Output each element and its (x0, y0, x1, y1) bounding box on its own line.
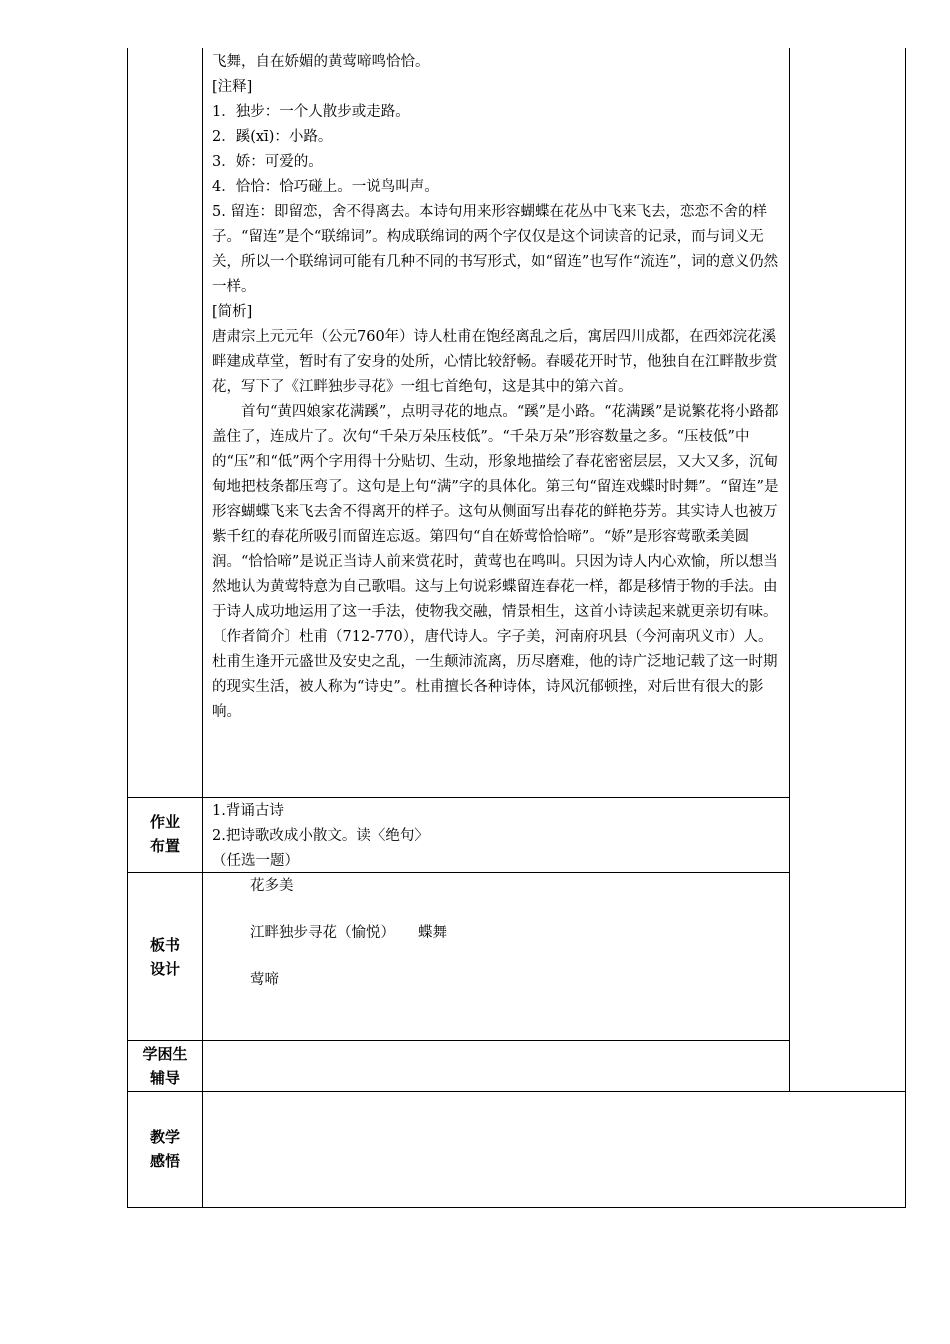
homework-item-3: （任选一题） (212, 853, 299, 869)
homework-content (212, 799, 782, 874)
note-4: 4．恰恰：恰巧碰上。一说鸟叫声。 (212, 179, 439, 195)
board-label: 板书 设计 (149, 936, 180, 978)
analysis-paragraph-1: 唐肃宗上元元年（公元760年）诗人杜甫在饱经离乱之后，寓居四川成都，在西郊浣花溪畔建成草堂，暂时有了安身的处所，心情比较舒畅。春暖花开时节，他独自在江畔散步赏花，写下了《江畔独步寻花》一组七首绝句，这是其中的第六首。 (212, 329, 778, 395)
row-divider-homework (127, 797, 790, 798)
notes-title: [注释] (212, 79, 253, 95)
poem-tail: 飞舞，自在娇媚的黄莺啼鸣恰恰。 (212, 54, 430, 70)
author-intro: 〔作者简介〕杜甫（712-770），唐代诗人。字子美，河南府巩县（今河南巩义市）人。杜甫生逢开元盛世及安史之乱，一生颠沛流离，历尽磨难，他的诗广泛地记载了这一时期的现实生活，被人称为“诗史”。杜甫擅长各种诗体，诗风沉郁顿挫，对后世有很大的影响。 (212, 629, 778, 720)
board-line-3: 莺啼 (250, 972, 279, 988)
table-border-left (127, 48, 128, 1208)
lesson-content (212, 50, 782, 725)
tutoring-content-cell[interactable] (203, 1041, 789, 1090)
board-title: 江畔独步寻花（愉悦） (250, 925, 395, 941)
note-5: 5. 留连：即留恋，舍不得离去。本诗句用来形容蝴蝶在花丛中飞来飞去，恋恋不舍的样子。“留连”是个“联绵词”。构成联绵词的两个字仅仅是这个词读音的记录，而与词义无关，所以一个联绵词可能有几种不同的书写形式，如“留连”也写作“流连”，词的意义仍然一样。 (212, 204, 779, 295)
label-column-divider (202, 48, 203, 1208)
note-1: 1．独步：一个人散步或走路。 (212, 104, 410, 120)
table-border-right-upper (905, 48, 906, 1091)
note-3: 3．娇：可爱的。 (212, 154, 323, 170)
reflection-content-cell[interactable] (203, 1092, 905, 1207)
content-column-divider (789, 48, 790, 1091)
table-border-right-lower (905, 1091, 906, 1208)
homework-item-2: 2.把诗歌改成小散文。读〈绝句〉 (212, 828, 429, 844)
tutoring-label: 学困生 辅导 (142, 1045, 188, 1087)
board-butterfly: 蝶舞 (418, 925, 448, 941)
homework-item-1: 1.背诵古诗 (212, 803, 284, 819)
reflection-label: 教学 感悟 (149, 1128, 180, 1170)
analysis-paragraph-2: 首句“黄四娘家花满蹊”，点明寻花的地点。“蹊”是小路。“花满蹊”是说繁花将小路都盖住了，连成片了。次句“千朵万朵压枝低”。“千朵万朵”形容数量之多。“压枝低”中的“压”和“低”两个字用得十分贴切、生动，形象地描绘了春花密密层层，又大又多，沉甸甸地把枝条都压弯了。这句是上句“满”字的具体化。第三句“留连戏蝶时时舞”。“留连”是形容蝴蝶飞来飞去舍不得离开的样子。这句从侧面写出春花的鲜艳芬芳。其实诗人也被万紫千红的春花所吸引而留连忘返。第四句“自在娇莺恰恰啼”。“娇”是形容莺歌柔美圆润。“恰恰啼”是说正当诗人前来赏花时，黄莺也在鸣叫。只因为诗人内心欢愉，所以想当然地认为黄莺特意为自己歌唱。这与上句说彩蝶留连春花一样，都是移情于物的手法。由于诗人成功地运用了这一手法，使物我交融，情景相生，这首小诗读起来就更亲切有味。 (212, 404, 779, 620)
homework-label: 作业 布置 (149, 813, 180, 855)
board-line-2 (250, 921, 447, 945)
analysis-title: [简析] (212, 304, 253, 320)
table-border-bottom (127, 1207, 906, 1208)
note-2: 2．蹊(xī)：小路。 (212, 129, 333, 145)
board-line-1: 花多美 (250, 878, 294, 894)
